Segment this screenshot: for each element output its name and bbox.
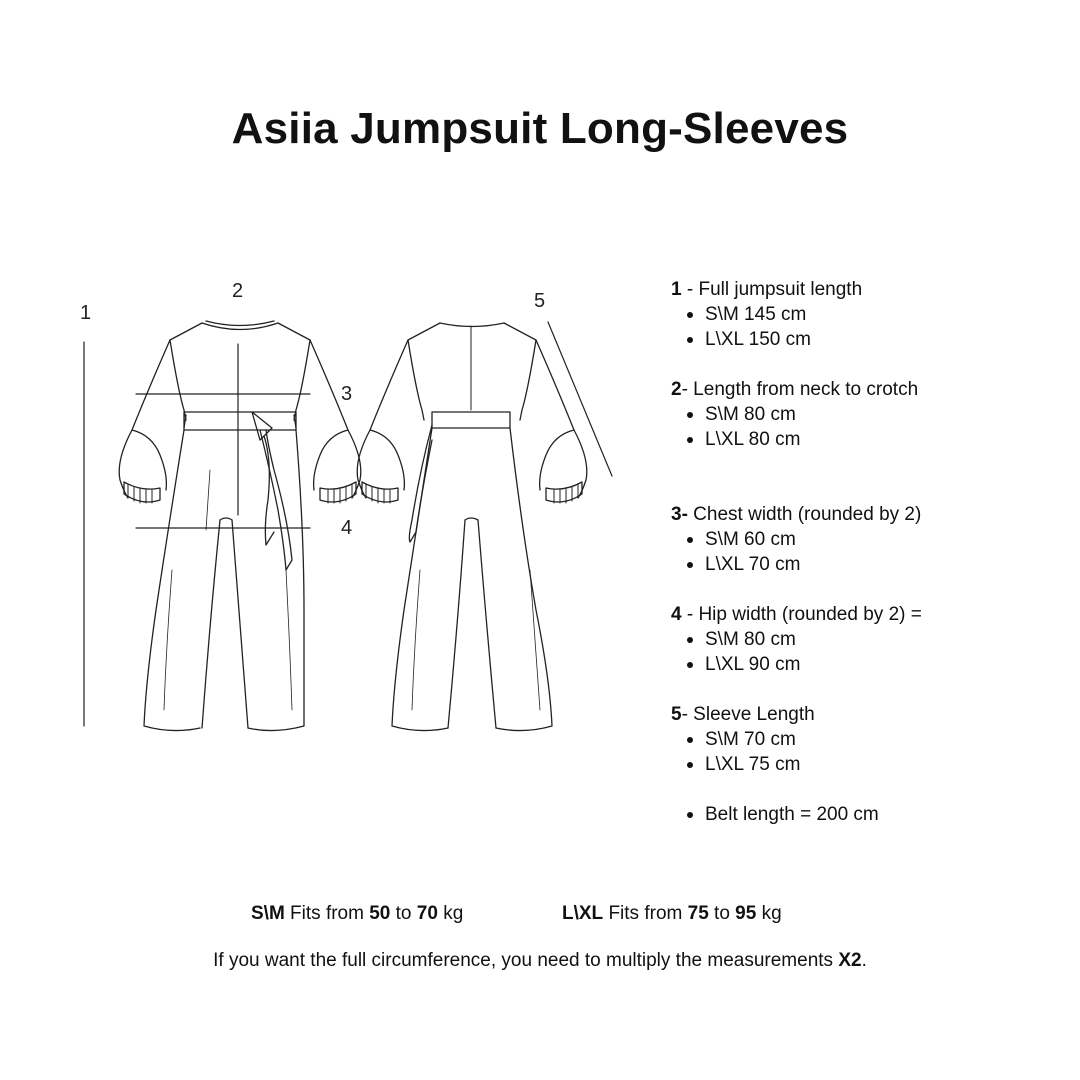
spec-label: - Length from neck to crotch <box>681 379 919 400</box>
fit-min: 75 <box>687 903 709 924</box>
circumference-note <box>200 947 880 974</box>
fit-unit: kg <box>437 903 464 924</box>
belt-spec <box>671 802 1051 827</box>
measure-line-5 <box>548 322 612 476</box>
spec-item: L\XL 90 cm <box>705 652 1051 677</box>
back-view <box>357 323 587 731</box>
front-view <box>119 321 361 731</box>
spec-number: 4 <box>671 604 682 625</box>
spec-group-5 <box>671 702 1051 777</box>
spec-number: 5 <box>671 704 682 725</box>
fit-text: Fits from <box>603 903 688 924</box>
measurement-specs <box>671 277 1051 827</box>
spec-label: Chest width (rounded by 2) <box>687 504 922 525</box>
spec-item: L\XL 80 cm <box>705 427 1051 452</box>
marker-1: 1 <box>80 302 92 324</box>
spec-item: S\M 80 cm <box>705 402 1051 427</box>
fit-sm <box>251 903 463 925</box>
spec-item: L\XL 75 cm <box>705 752 1051 777</box>
fit-text: to <box>390 903 417 924</box>
spec-number: 1 <box>671 279 682 300</box>
fit-max: 70 <box>416 903 438 924</box>
spec-group-4 <box>671 602 1051 677</box>
note-text: If you want the full circumference, you need to multiply the measurements <box>213 950 839 971</box>
spec-group-2 <box>671 377 1051 452</box>
note-end: . <box>861 950 867 971</box>
spec-item: L\XL 150 cm <box>705 327 1051 352</box>
note-multiplier: X2 <box>838 950 862 971</box>
spec-label: - Hip width (rounded by 2) = <box>681 604 922 625</box>
fit-min: 50 <box>369 903 391 924</box>
spec-group-1 <box>671 277 1051 352</box>
fit-size: L\XL <box>562 903 604 924</box>
marker-3: 3 <box>341 383 353 405</box>
spec-number: 2 <box>671 379 682 400</box>
spec-label: - Full jumpsuit length <box>681 279 863 300</box>
spec-item: S\M 60 cm <box>705 527 1051 552</box>
spec-item: S\M 80 cm <box>705 627 1051 652</box>
fit-size: S\M <box>251 903 285 924</box>
fit-unit: kg <box>756 903 782 924</box>
fit-text: Fits from <box>284 903 370 924</box>
spec-item: L\XL 70 cm <box>705 552 1051 577</box>
jumpsuit-sketch <box>60 270 660 770</box>
marker-5: 5 <box>534 290 546 312</box>
marker-2: 2 <box>232 280 244 302</box>
spec-item: S\M 145 cm <box>705 302 1051 327</box>
fit-lxl <box>562 903 782 925</box>
spec-label: - Sleeve Length <box>681 704 815 725</box>
spec-item: S\M 70 cm <box>705 727 1051 752</box>
spec-number: 3- <box>671 504 688 525</box>
fit-text: to <box>708 903 736 924</box>
jumpsuit-diagram <box>60 270 660 770</box>
fit-max: 95 <box>735 903 757 924</box>
belt-length: Belt length = 200 cm <box>705 802 1051 827</box>
marker-4: 4 <box>341 517 353 539</box>
spec-group-3 <box>671 502 1051 577</box>
page-title: Asiia Jumpsuit Long-Sleeves <box>231 104 849 153</box>
